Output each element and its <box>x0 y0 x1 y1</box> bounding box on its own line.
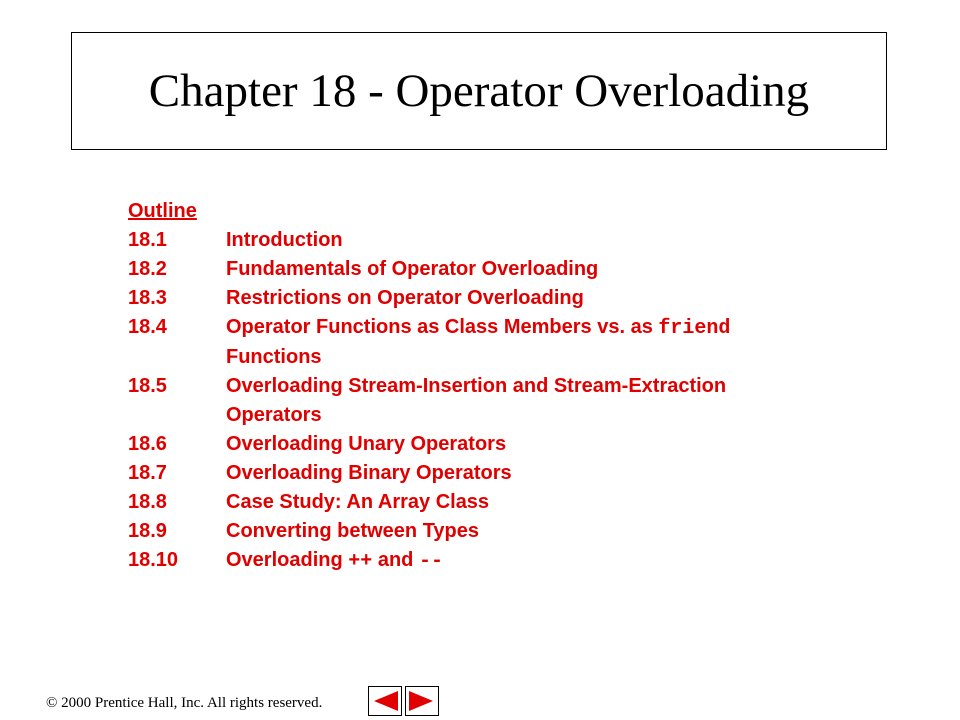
outline-item-number: 18.1 <box>128 229 167 251</box>
outline-item <box>128 488 946 517</box>
outline-item-code: ++ <box>348 550 373 573</box>
outline-item-code: -- <box>418 550 443 573</box>
outline-item-text: Overloading Unary Operators <box>226 433 507 455</box>
outline-item-text-part: and <box>372 549 419 571</box>
outline-item-text: Converting between Types <box>226 520 480 542</box>
outline-item-text: Fundamentals of Operator Overloading <box>226 258 599 280</box>
outline-item <box>128 430 946 459</box>
outline-item-text <box>226 546 946 576</box>
outline-item <box>128 255 946 284</box>
outline-item-text: Restrictions on Operator Overloading <box>226 287 584 309</box>
outline-item-number: 18.2 <box>128 258 167 280</box>
outline-item-number: 18.6 <box>128 433 167 455</box>
outline-item-text: Case Study: An Array Class <box>226 491 490 513</box>
outline-item <box>128 459 946 488</box>
right-triangle-icon <box>407 689 437 713</box>
outline-item <box>128 313 946 343</box>
outline-item-text-part: Overloading <box>226 549 349 571</box>
title-box <box>71 32 887 150</box>
slide-title: Chapter 18 - Operator Overloading <box>148 65 810 117</box>
outline-heading: Outline <box>128 200 197 222</box>
next-slide-button[interactable] <box>405 686 439 716</box>
outline-item-continuation <box>128 401 946 430</box>
outline-item <box>128 546 946 576</box>
outline-item-number: 18.5 <box>128 375 167 397</box>
outline-item <box>128 372 946 401</box>
outline-item-text-part: Operator Functions as Class Members vs. as <box>226 316 659 338</box>
outline-item-text: Overloading Stream-Insertion and Stream-Extraction <box>226 375 727 397</box>
outline-item-number: 18.10 <box>128 549 179 571</box>
outline-item-text: Functions <box>226 346 322 368</box>
outline-item <box>128 517 946 546</box>
copyright-text: 2000 Prentice Hall, Inc. All rights reserved. <box>61 695 323 711</box>
copyright-footer <box>46 695 322 712</box>
outline-item-number: 18.7 <box>128 462 167 484</box>
previous-slide-button[interactable] <box>368 686 402 716</box>
outline-item <box>128 284 946 313</box>
copyright-symbol: © <box>46 695 58 711</box>
outline-item-text: Introduction <box>226 229 343 251</box>
outline-item-text: Operators <box>226 404 322 426</box>
outline-item-number: 18.8 <box>128 491 167 513</box>
outline-item-number: 18.3 <box>128 287 167 309</box>
outline-item-number: 18.9 <box>128 520 167 542</box>
outline-item-text <box>226 313 946 343</box>
outline-list <box>128 198 946 576</box>
outline-item-code: friend <box>658 317 731 340</box>
left-triangle-icon <box>370 689 400 713</box>
outline-item <box>128 226 946 255</box>
outline-item-text: Overloading Binary Operators <box>226 462 512 484</box>
outline-item-number: 18.4 <box>128 316 167 338</box>
outline-item-continuation <box>128 343 946 372</box>
